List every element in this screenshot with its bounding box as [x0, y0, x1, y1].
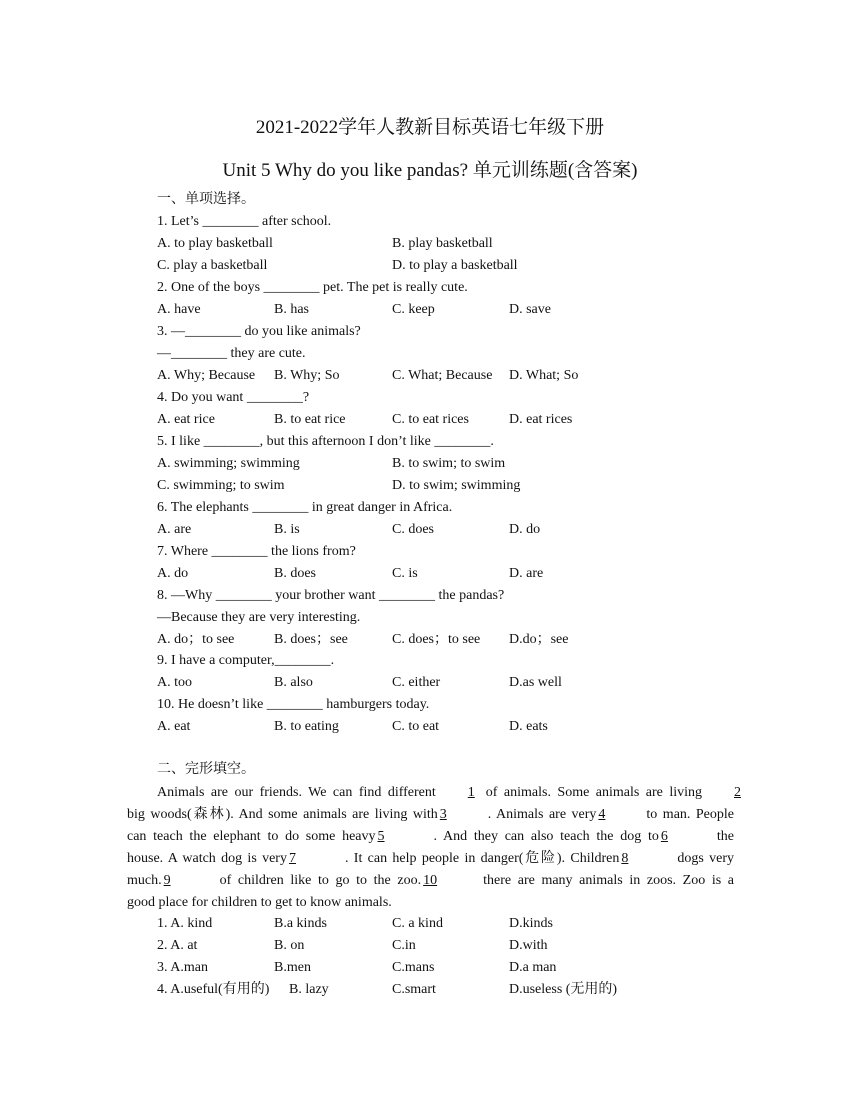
option-b: B. to eating — [274, 719, 339, 734]
blank-5: 5 — [377, 829, 385, 844]
option-c: C. What; Because — [392, 368, 493, 383]
option-c: C.in — [392, 938, 416, 953]
option-a: A. do；to see — [157, 632, 235, 647]
option-b: B. is — [274, 522, 300, 537]
option-c: C. keep — [392, 302, 435, 317]
document-subtitle: Unit 5 Why do you like pandas? 单元训练题(含答案) — [222, 160, 638, 181]
blank-1: 1 — [467, 785, 475, 800]
option-c: C.smart — [392, 982, 436, 997]
option-d: D. to play a basketball — [392, 258, 518, 273]
question-stem: 4. Do you want ________? — [157, 390, 310, 405]
option-a: 1. A. kind — [157, 916, 213, 931]
question-stem-line-2: —________ they are cute. — [157, 346, 306, 361]
options-row — [157, 630, 757, 650]
option-a: A. are — [157, 522, 192, 537]
option-b: B. has — [274, 302, 309, 317]
passage-line: big woods(森林). And some animals are living with 3 . Animals are very 4 to man. People — [127, 804, 734, 826]
options-row — [157, 717, 757, 737]
options-row — [157, 476, 757, 496]
option-b: B. on — [274, 938, 305, 953]
passage-line: Animals are our friends. We can find different 1 of animals. Some animals are living 2 — [127, 782, 734, 804]
option-d: D. eats — [509, 719, 548, 734]
blank-10: 10 — [423, 873, 438, 888]
question-stem: 3. —________ do you like animals? — [157, 324, 361, 339]
options-row — [157, 520, 757, 540]
option-d: D. do — [509, 522, 541, 537]
option-c: C. does — [392, 522, 434, 537]
option-a: 4. A.useful(有用的) — [157, 982, 270, 997]
section-2-heading: 二、完形填空。 — [157, 762, 255, 777]
section-1-heading: 一、单项选择。 — [157, 192, 255, 207]
option-d: D.kinds — [509, 916, 553, 931]
blank-9: 9 — [163, 873, 171, 888]
option-d: D. What; So — [509, 368, 579, 383]
option-a: A. eat — [157, 719, 191, 734]
options-row — [157, 958, 757, 978]
options-row — [157, 366, 757, 386]
option-c: C. play a basketball — [157, 258, 268, 273]
option-a: 2. A. at — [157, 938, 198, 953]
blank-8: 8 — [621, 851, 629, 866]
option-d: D. eat rices — [509, 412, 573, 427]
option-d: D.as well — [509, 675, 562, 690]
blank-6: 6 — [660, 829, 668, 844]
question-stem: 8. —Why ________ your brother want ________ the pandas? — [157, 588, 505, 603]
option-d: D.a man — [509, 960, 557, 975]
option-b: B. also — [274, 675, 313, 690]
option-c: C. to eat — [392, 719, 440, 734]
options-row — [157, 234, 757, 254]
option-c: C. is — [392, 566, 418, 581]
option-a: 3. A.man — [157, 960, 208, 975]
option-d: D.with — [509, 938, 548, 953]
options-row — [157, 673, 757, 693]
option-b: B. lazy — [289, 982, 329, 997]
options-row — [157, 564, 757, 584]
passage-line: much. 9 of children like to go to the zoo. 10 there are many animals in zoos. Zoo is a — [127, 870, 734, 892]
question-stem: 7. Where ________ the lions from? — [157, 544, 356, 559]
question-stem-line-2: —Because they are very interesting. — [157, 610, 361, 625]
option-a: A. swimming; swimming — [157, 456, 300, 471]
passage-line: house. A watch dog is very 7 . It can help people in danger(危险). Children 8 dogs very — [127, 848, 734, 870]
options-row — [157, 454, 757, 474]
option-d: D. are — [509, 566, 544, 581]
question-stem: 1. Let’s ________ after school. — [157, 214, 332, 229]
option-b: B.men — [274, 960, 311, 975]
option-b: B.a kinds — [274, 916, 327, 931]
option-b: B. play basketball — [392, 236, 493, 251]
option-c: C. swimming; to swim — [157, 478, 285, 493]
question-stem: 2. One of the boys ________ pet. The pet is really cute. — [157, 280, 468, 295]
blank-3: 3 — [439, 807, 447, 822]
question-stem: 9. I have a computer,________. — [157, 653, 335, 668]
option-d: D. to swim; swimming — [392, 478, 521, 493]
option-a: A. eat rice — [157, 412, 215, 427]
option-d: D.useless (无用的) — [509, 982, 618, 997]
blank-7: 7 — [288, 851, 296, 866]
cloze-passage — [127, 782, 741, 914]
option-a: A. to play basketball — [157, 236, 273, 251]
option-b: B. to swim; to swim — [392, 456, 506, 471]
option-d: D.do；see — [509, 632, 569, 647]
options-row — [157, 980, 757, 1000]
options-row — [157, 936, 757, 956]
option-a: A. too — [157, 675, 192, 690]
option-c: C. either — [392, 675, 441, 690]
option-b: B. does — [274, 566, 316, 581]
options-row — [157, 300, 757, 320]
question-stem: 6. The elephants ________ in great danger in Africa. — [157, 500, 453, 515]
option-c: C. to eat rices — [392, 412, 469, 427]
options-row — [157, 256, 757, 276]
question-stem: 5. I like ________, but this afternoon I don’t like ________. — [157, 434, 494, 449]
blank-2: 2 — [734, 785, 741, 800]
option-b: B. to eat rice — [274, 412, 346, 427]
options-row — [157, 410, 757, 430]
document-title: 2021-2022学年人教新目标英语七年级下册 — [255, 117, 605, 138]
option-a: A. Why; Because — [157, 368, 256, 383]
option-d: D. save — [509, 302, 551, 317]
blank-4: 4 — [598, 807, 606, 822]
option-c: C. does；to see — [392, 632, 481, 647]
option-b: B. Why; So — [274, 368, 340, 383]
option-c: C.mans — [392, 960, 435, 975]
option-c: C. a kind — [392, 916, 443, 931]
passage-line: good place for children to get to know animals. — [127, 895, 392, 910]
passage-line: can teach the elephant to do some heavy 5 . And they can also teach the dog to 6 the — [127, 826, 734, 848]
question-stem: 10. He doesn’t like ________ hamburgers today. — [157, 697, 430, 712]
options-row — [157, 914, 757, 934]
option-b: B. does；see — [274, 632, 348, 647]
option-a: A. do — [157, 566, 189, 581]
option-a: A. have — [157, 302, 201, 317]
